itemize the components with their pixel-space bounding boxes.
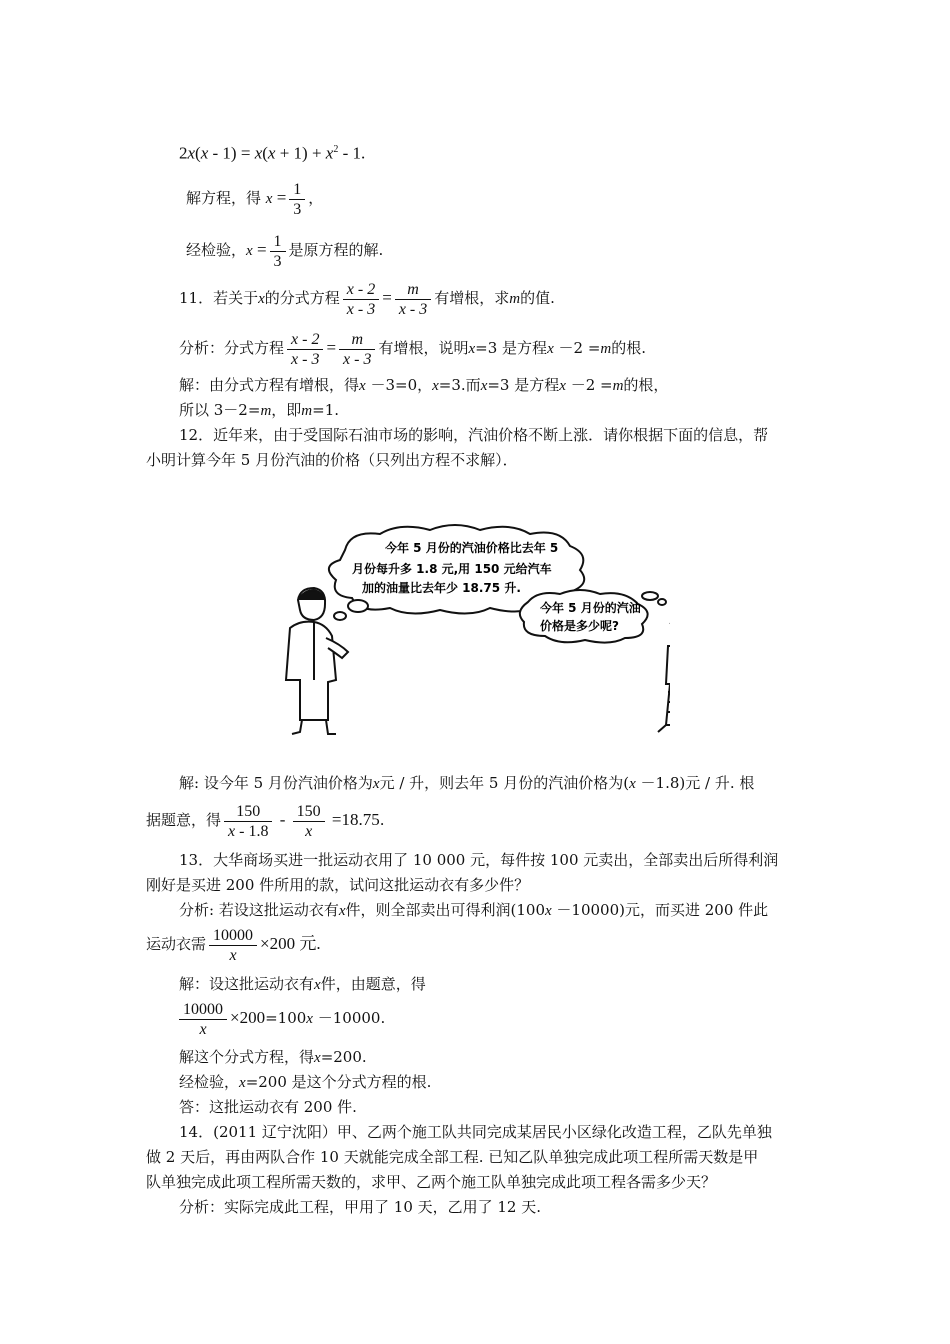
- thought-dot: [642, 592, 658, 600]
- question-11-analysis: 分析：分式方程 $\frac{x - 2}{x - 3}$ = $\frac{m}{x - 3}$ 有增根，说明x=3 是方程x －2 =m的根.: [179, 330, 647, 368]
- question-12-solution-1: 解: 设今年 5 月份汽油价格为x元 / 升，则去年 5 月份的汽油价格为(x －1.8)元 / 升. 根: [179, 774, 755, 792]
- check-line: 经检验，x = $\frac{1}{3}$ 是原方程的解.: [186, 232, 384, 270]
- question-13-analysis-2: 运动衣需 $\frac{10000}{x}$ ×200 元.: [146, 926, 321, 964]
- bubble2-line1: 今年 5 月份的汽油: [540, 601, 641, 615]
- question-12-solution-2: 据题意，得 $\frac{150}{x - 1.8}$ - $\frac{150}{x}$ =18.75.: [146, 802, 385, 840]
- question-13-solution-4: 经检验，x=200 是这个分式方程的根.: [179, 1073, 432, 1091]
- bubble1-line2: 月份每升多 1.8 元,用 150 元给汽车: [352, 562, 552, 576]
- question-13-analysis-1: 分析: 若设这批运动衣有x件，则全部卖出可得利润(100x －10000)元，而买进 200 件此: [179, 901, 769, 919]
- question-14-line-2: 做 2 天后，再由两队合作 10 天就能完成全部工程. 已知乙队单独完成此项工程所需天数是甲: [146, 1148, 759, 1166]
- bubble1-line1: 今年 5 月份的汽油价格比去年 5: [385, 541, 559, 555]
- cartoon-illustration: [270, 520, 670, 750]
- question-13-solution-1: 解：设这批运动衣有x件，由题意，得: [179, 975, 426, 993]
- question-13-solution-3: 解这个分式方程，得x=200.: [179, 1048, 367, 1066]
- solve-line: 解方程，得 x = $\frac{1}{3}$ ，: [186, 180, 324, 218]
- thought-bubble-small: [520, 590, 648, 643]
- question-13-answer: 答：这批运动衣有 200 件.: [179, 1098, 357, 1116]
- bubble2-line2: 价格是多少呢?: [540, 619, 619, 633]
- question-11-solution-1: 解：由分式方程有增根，得x －3=0，x=3.而x=3 是方程x －2 =m的根，: [179, 376, 669, 394]
- thought-dot: [348, 600, 368, 612]
- question-12-line-1: 12．近年来，由于受国际石油市场的影响，汽油价格不断上涨．请你根据下面的信息，帮: [179, 426, 769, 444]
- question-12-line-2: 小明计算今年 5 月份汽油的价格（只列出方程不求解）．: [146, 451, 518, 469]
- question-13-line-1: 13．大华商场买进一批运动衣用了 10 000 元，每件按 100 元卖出，全部卖出后所得利润: [179, 851, 779, 869]
- man-figure: [286, 588, 348, 734]
- thought-dot: [658, 599, 666, 605]
- thought-dot: [334, 612, 346, 620]
- bubble1-line3: 加的油量比去年少 18.75 升.: [362, 581, 521, 595]
- question-14-analysis: 分析：实际完成此工程，甲用了 10 天，乙用了 12 天.: [179, 1198, 542, 1216]
- question-11: 11．若关于x的分式方程 $\frac{x - 2}{x - 3}$ = $\frac{m}{x - 3}$ 有增根，求m的值.: [179, 280, 555, 318]
- question-11-solution-2: 所以 3－2=m，即m=1.: [179, 401, 340, 419]
- question-14-line-1: 14．(2011 辽宁沈阳）甲、乙两个施工队共同完成某居民小区绿化改造工程，乙队先单独: [179, 1123, 772, 1141]
- equation-top: $2x(x - 1) = x(x + 1) + x^2 - 1$.: [179, 143, 366, 163]
- boy-figure: [658, 616, 670, 732]
- question-13-solution-2: $\frac{10000}{x}$ ×200=100x －10000.: [176, 996, 385, 1041]
- question-14-line-3: 队单独完成此项工程所需天数的，求甲、乙两个施工队单独完成此项工程各需多少天？: [146, 1173, 717, 1191]
- question-13-line-2: 刚好是买进 200 件所用的款，试问这批运动衣有多少件？: [146, 876, 530, 894]
